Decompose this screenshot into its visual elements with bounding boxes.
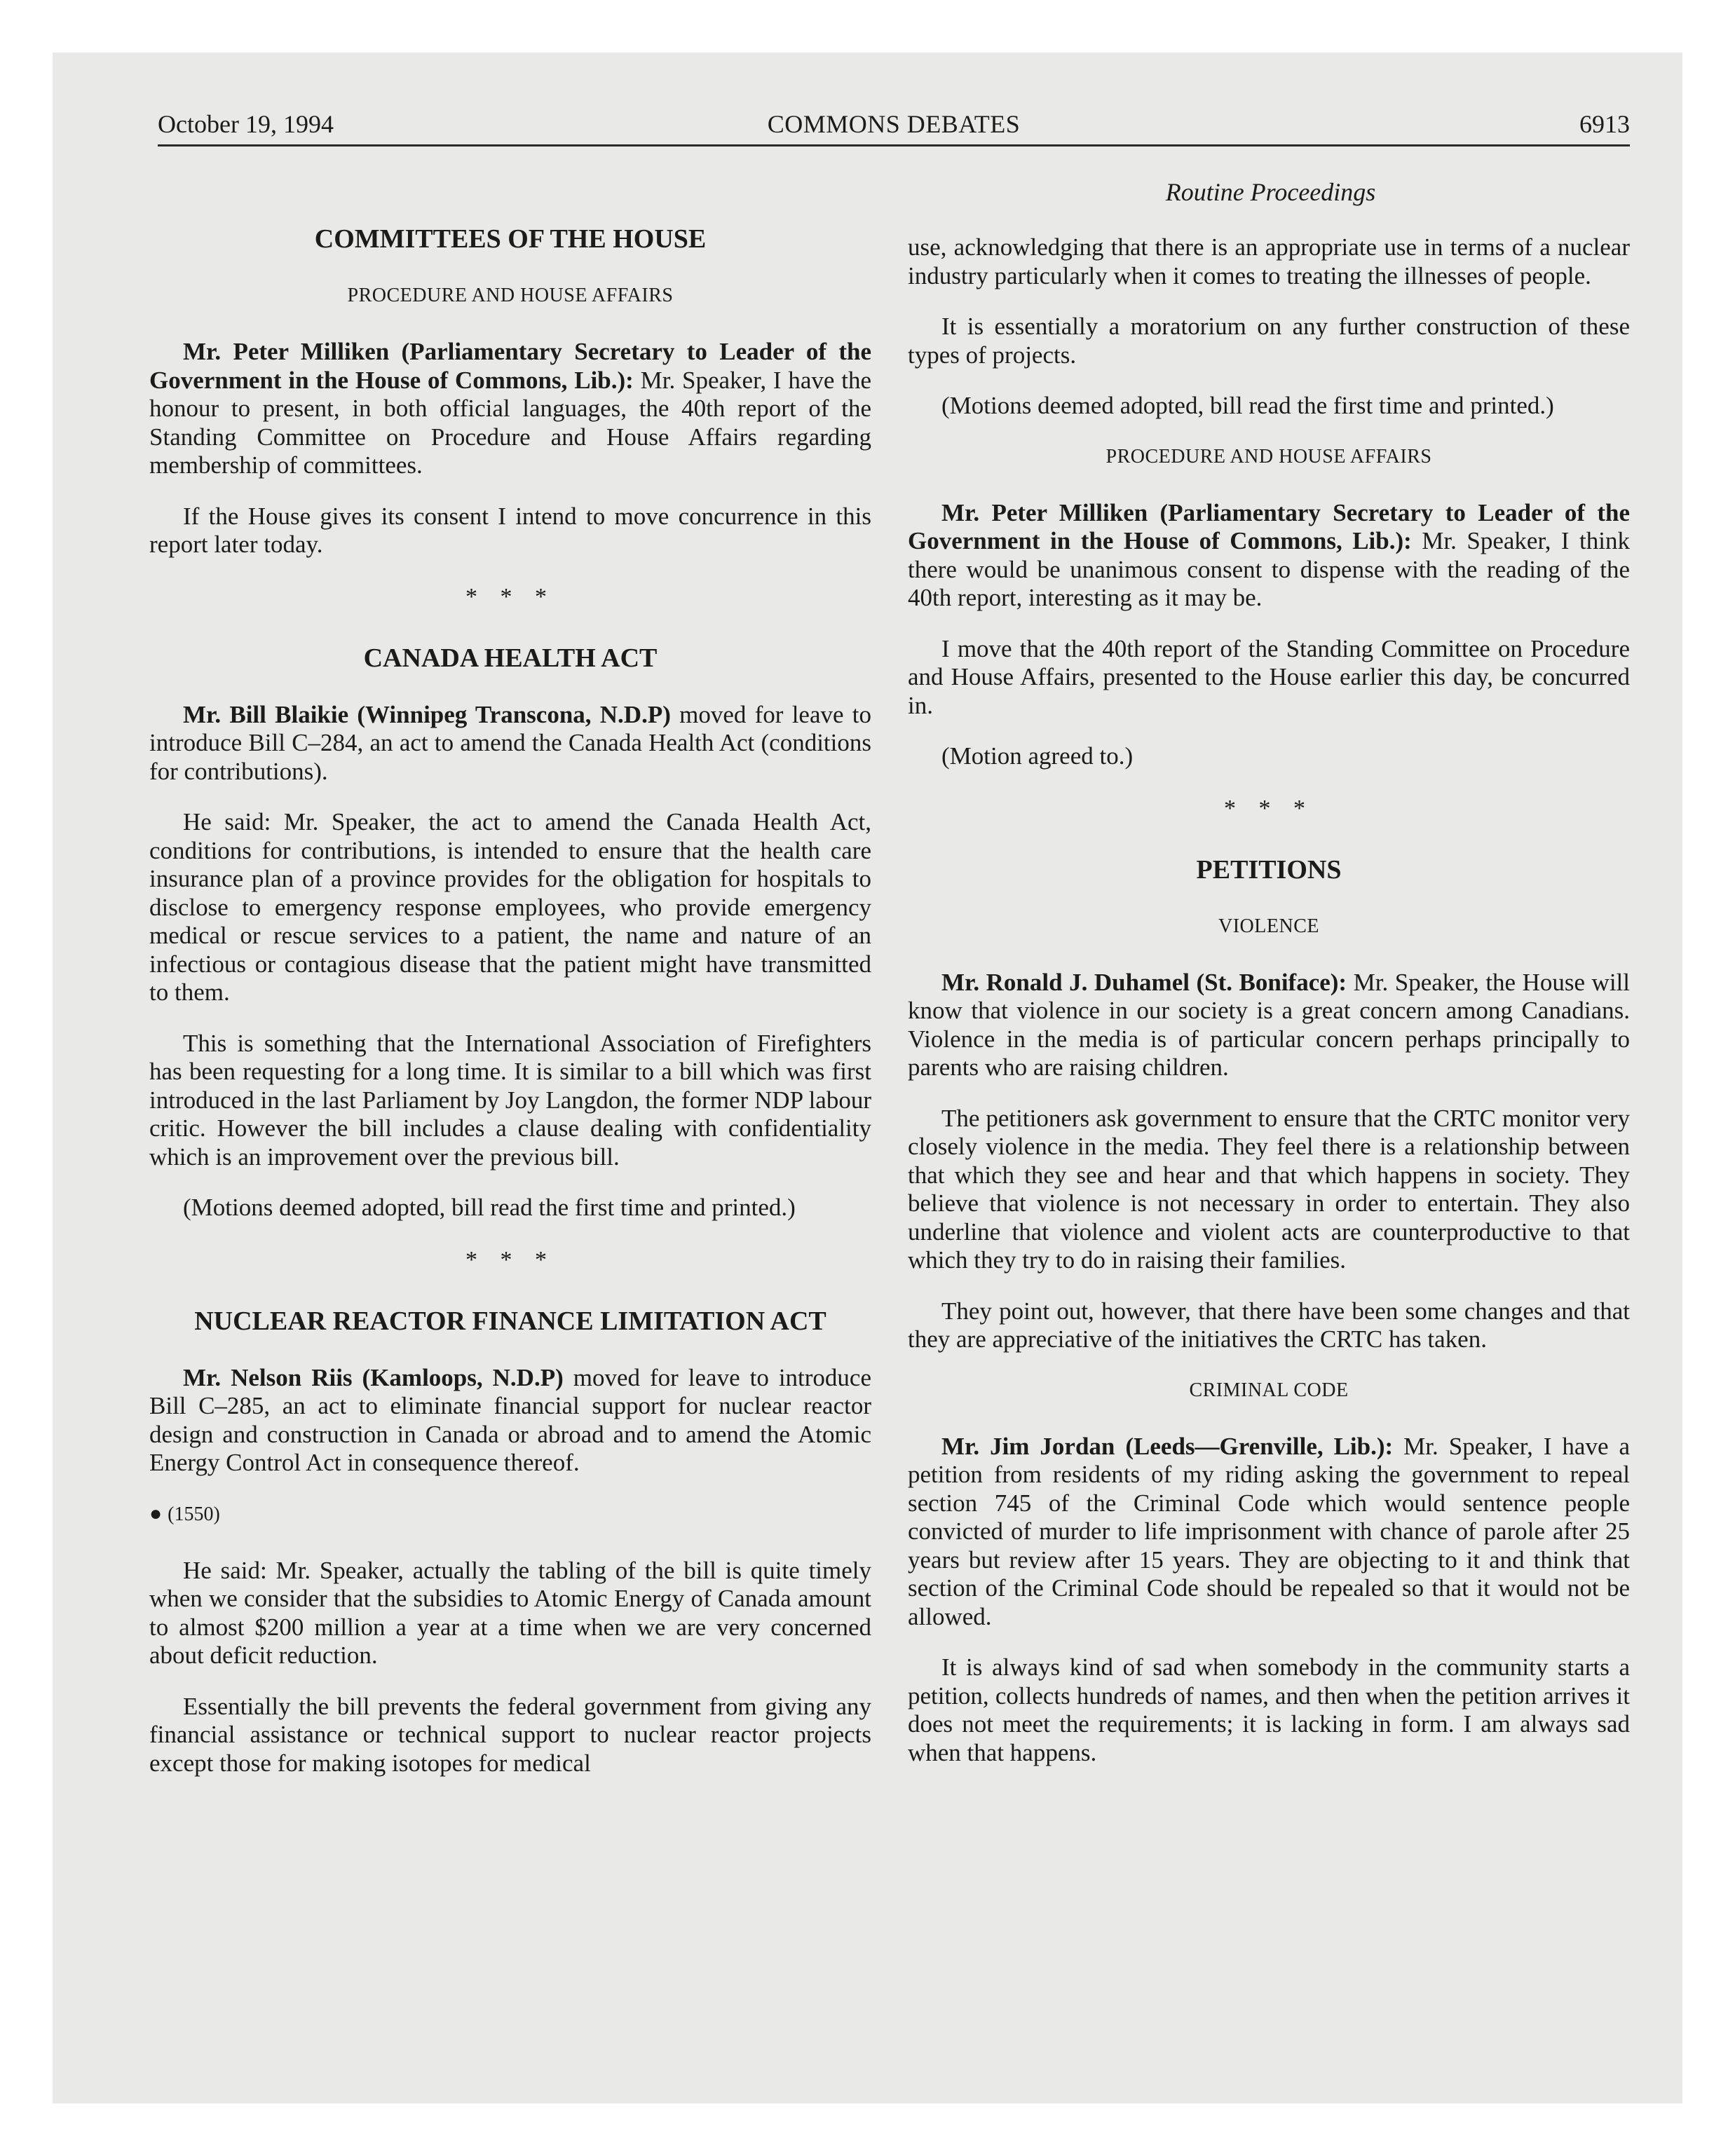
motions-adopted: (Motions deemed adopted, bill read the first time and printed.) <box>941 392 1554 419</box>
header-date: October 19, 1994 <box>158 110 334 138</box>
motion-agreed: (Motion agreed to.) <box>941 742 1134 770</box>
moratorium-paragraph: It is essentially a moratorium on any further construction of these types of projects. <box>908 313 1630 369</box>
committees-heading: COMMITTEES OF THE HOUSE <box>314 224 707 254</box>
left-column <box>149 221 871 1800</box>
nuclear-act-heading: NUCLEAR REACTOR FINANCE LIMITATION ACT <box>194 1306 826 1336</box>
section-separator: * * * <box>465 583 555 610</box>
violence-subheading: VIOLENCE <box>1218 915 1319 937</box>
milliken-statement <box>908 499 1630 613</box>
duhamel-statement <box>908 969 1630 1082</box>
procedure-subheading: PROCEDURE AND HOUSE AFFAIRS <box>1105 445 1432 468</box>
section-separator: * * * <box>465 1246 555 1273</box>
procedure-subheading: PROCEDURE AND HOUSE AFFAIRS <box>347 285 674 306</box>
consent-paragraph: If the House gives its consent I intend to move concurrence in this report later today. <box>149 502 871 558</box>
continued-paragraph: use, acknowledging that there is an appropriate use in terms of a nuclear industry particularly when it comes to treating the illnesses of people. <box>908 233 1630 289</box>
health-paragraph: This is something that the International Association of Firefighters has been requesting for a long time. It is similar to a bill which was first introduced in the last Parliament by Joy Langdon, the former NDP labour critic. However the bill includes a clause dealing with confidentiality which is an improvement over the previous bill. <box>149 1029 871 1171</box>
header-rule <box>158 144 1630 146</box>
jordan-statement <box>908 1433 1630 1632</box>
header-page-number: 6913 <box>1579 110 1630 138</box>
time-stamp: (1550) <box>168 1503 220 1525</box>
concurrence-paragraph: I move that the 40th report of the Standing Committee on Procedure and House Affairs, presented to the House earlier this day, be concurred in. <box>908 634 1630 719</box>
statement-text: Mr. Speaker, the House will know that violence in our society is a great concern among Canadians. Violence in the media is of particular concern perhaps principally to parents who are raising children. <box>908 968 1630 1081</box>
riis-motion <box>149 1364 871 1478</box>
changes-paragraph: They point out, however, that there have been some changes and that they are appreciative of the initiatives the CRTC has taken. <box>908 1297 1630 1353</box>
speaker-name: Mr. Peter Milliken (Parliamentary Secretary to Leader of the Government in the House of Commons, Lib.): <box>908 498 1630 554</box>
speaker-name: Mr. Nelson Riis (Kamloops, N.D.P) <box>183 1363 564 1391</box>
bullet-icon: ● <box>149 1501 163 1525</box>
section-label: Routine Proceedings <box>1165 178 1376 206</box>
motions-adopted: (Motions deemed adopted, bill read the first time and printed.) <box>183 1194 796 1221</box>
blaikie-motion <box>149 701 871 786</box>
right-column <box>908 233 1630 1789</box>
statement-text: Mr. Speaker, I have the honour to present, in both official languages, the 40th report of the Standing Committee on Procedure and House Affairs regarding membership of committees. <box>149 366 871 479</box>
closing-paragraph: It is always kind of sad when somebody in the community starts a petition, collects hundreds of names, and then when the petition arrives it does not meet the requirements; it is lacking in form. I am always sad when that happens. <box>908 1653 1630 1766</box>
statement-text: Mr. Speaker, I think there would be unanimous consent to dispense with the reading of the 40th report, interesting as it may be. <box>908 527 1631 611</box>
header-journal-title: COMMONS DEBATES <box>767 110 1021 138</box>
statement-text: Mr. Speaker, I have a petition from residents of my riding asking the government to repeal section 745 of the Criminal Code which would sentence people convicted of murder to life imprisonment with chance of parole after 25 years but review after 15 years. They are objecting to it and think that section of the Criminal Code should be repealed so that it would not be allowed. <box>908 1432 1630 1630</box>
nuclear-paragraph: Essentially the bill prevents the federal government from giving any financial assistance or technical support to nuclear reactor projects except those for making isotopes for medical <box>149 1692 871 1777</box>
speaker-name: Mr. Ronald J. Duhamel (St. Boniface): <box>941 968 1347 996</box>
health-paragraph: He said: Mr. Speaker, the act to amend the Canada Health Act, conditions for contributions, is intended to ensure that the health care insurance plan of a province provides for the obligation for hospitals to disclose to emergency response employees, who provide emergency medical or rescue services to a patient, the name and nature of an infectious or contagious disease that the patient might have transmitted to them. <box>149 808 871 1006</box>
motion-text: moved for leave to introduce Bill C–285, an act to eliminate financial support for nuclear reactor design and construction in Canada or abroad and to amend the Atomic Energy Control Act in consequence thereof. <box>149 1363 872 1476</box>
section-separator: * * * <box>1224 795 1314 821</box>
milliken-statement <box>149 338 871 480</box>
motion-text: moved for leave to introduce Bill C–284, an act to amend the Canada Health Act (conditions for contributions). <box>149 700 871 785</box>
petitioners-paragraph: The petitioners ask government to ensure that the CRTC monitor very closely violence in the media. They feel there is a relationship between that which they see and hear and that which happens in society. They believe that violence is not necessary in order to entertain. They also underline that violence and violent acts are counterproductive to that which they try to do in raising their families. <box>908 1104 1630 1274</box>
petitions-heading: PETITIONS <box>1196 854 1342 885</box>
time-marker <box>149 1500 871 1529</box>
running-header <box>158 105 1630 143</box>
health-act-heading: CANADA HEALTH ACT <box>363 643 658 673</box>
speaker-name: Mr. Peter Milliken (Parliamentary Secretary to Leader of the Government in the House of Commons, Lib.): <box>149 338 871 394</box>
speaker-name: Mr. Jim Jordan (Leeds—Grenville, Lib.): <box>941 1432 1394 1460</box>
criminal-code-subheading: CRIMINAL CODE <box>1189 1379 1349 1401</box>
speaker-name: Mr. Bill Blaikie (Winnipeg Transcona, N.D.P) <box>183 700 671 728</box>
nuclear-paragraph: He said: Mr. Speaker, actually the tabling of the bill is quite timely when we consider that the subsidies to Atomic Energy of Canada amount to almost $200 million a year at a time when we are very concerned about deficit reduction. <box>149 1556 871 1669</box>
